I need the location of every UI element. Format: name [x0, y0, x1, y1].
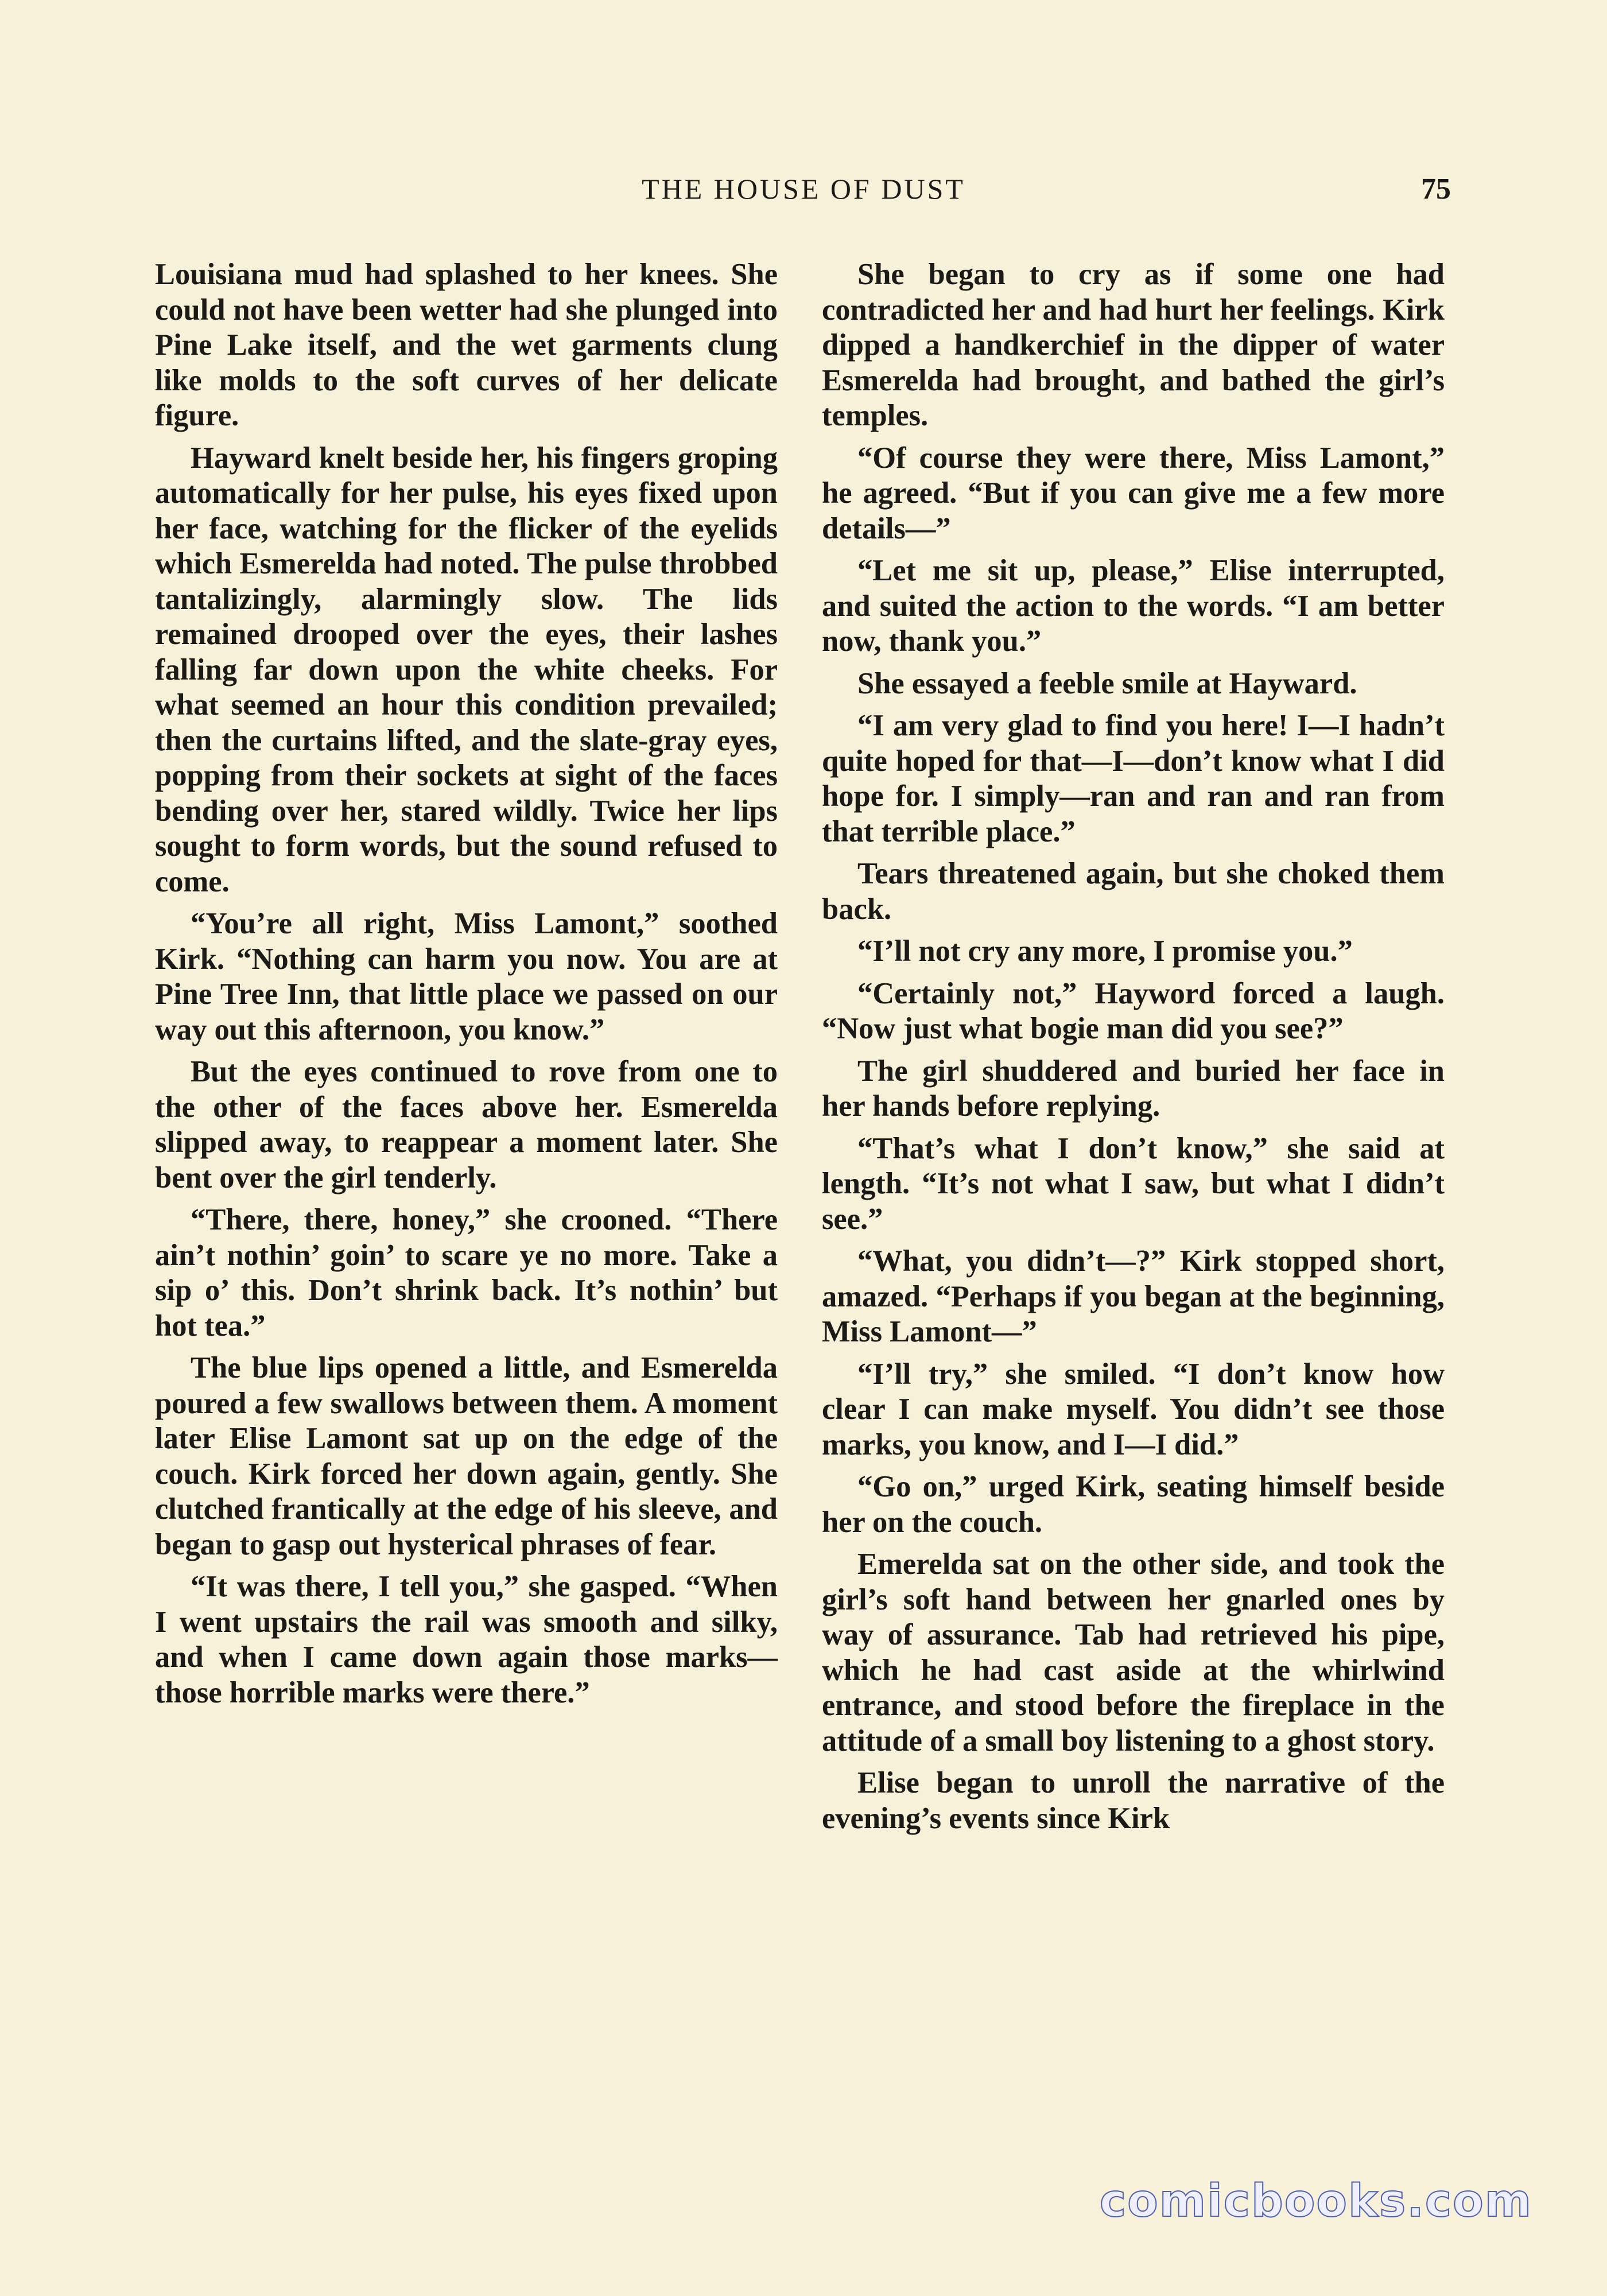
paragraph: She began to cry as if some one had contradicted her and had hurt her feelings. Kirk dipped a handkerchief in the dipper of water Esmerelda had brought, and bathed the girl’s temples.: [822, 258, 1445, 432]
paragraph: “I am very glad to find you here! I—I hadn’t quite hoped for that—I—don’t know what I did hope for. I simply—ran and ran and ran from that terrible place.”: [822, 709, 1445, 848]
paragraph: “It was there, I tell you,” she gasped. “When I went upstairs the rail was smooth and silky, and when I came down again those marks—those horrible marks were there.”: [155, 1570, 778, 1709]
paragraph: Hayward knelt beside her, his fingers groping automatically for her pulse, his eyes fixed upon her face, watching for the flicker of the eyelids which Esmerelda had noted. The pulse throbbed tantalizingly, alarmingly slow. The lids remained drooped over the eyes, their lashes falling far down upon the white cheeks. For what seemed an hour this condition prevailed; then the curtains lifted, and the slate-gray eyes, popping from their sockets at sight of the faces bending over her, stared wildly. Twice her lips sought to form words, but the sound refused to come.: [155, 441, 778, 898]
watermark-logo: comicbooks.com: [1099, 2175, 1532, 2227]
running-title: THE HOUSE OF DUST: [642, 173, 965, 205]
paragraph: She essayed a feeble smile at Hayward.: [857, 666, 1357, 700]
page-number: 75: [1421, 173, 1451, 205]
paragraph: “I’ll try,” she smiled. “I don’t know how clear I can make myself. You didn’t see those marks, you know, and I—I did.”: [822, 1357, 1445, 1461]
paragraph: But the eyes continued to rove from one to the other of the faces above her. Esmerelda slipped away, to reappear a moment later. She bent over the girl tenderly.: [155, 1055, 778, 1194]
paragraph: “You’re all right, Miss Lamont,” soothed Kirk. “Nothing can harm you now. You are at Pine Tree Inn, that little place we passed on our way out this afternoon, you know.”: [155, 907, 778, 1046]
paragraph: “Let me sit up, please,” Elise interrupted, and suited the action to the words. “I am better now, thank you.”: [822, 554, 1445, 658]
paragraph: The girl shuddered and buried her face in her hands before replying.: [822, 1054, 1445, 1123]
paragraph: “That’s what I don’t know,” she said at length. “It’s not what I saw, but what I didn’t see.”: [822, 1131, 1445, 1236]
paragraph: The blue lips opened a little, and Esmerelda poured a few swallows between them. A moment later Elise Lamont sat up on the edge of the couch. Kirk forced her down again, gently. She clutched frantically at the edge of his sleeve, and began to gasp out hysterical phrases of fear.: [155, 1351, 778, 1561]
paragraph: “Go on,” urged Kirk, seating himself beside her on the couch.: [822, 1470, 1445, 1539]
right-column: [822, 257, 1445, 1843]
page-header: [156, 172, 1451, 218]
paragraph: Emerelda sat on the other side, and took the girl’s soft hand between her gnarled ones by way of assurance. Tab had retrieved his pipe, which he had cast aside at the whirlwind entrance, and stood before the fireplace in the attitude of a small boy listening to a ghost story.: [822, 1548, 1445, 1758]
paragraph: “There, there, honey,” she crooned. “There ain’t nothin’ goin’ to scare ye no more. Take a sip o’ this. Don’t shrink back. It’s nothin’ but hot tea.”: [155, 1203, 778, 1343]
left-column: [155, 257, 778, 1717]
paragraph: Elise began to unroll the narrative of the evening’s events since Kirk: [822, 1766, 1445, 1835]
paragraph: “What, you didn’t—?” Kirk stopped short, amazed. “Perhaps if you began at the beginning, Miss Lamont—”: [822, 1244, 1445, 1348]
paragraph: “Of course they were there, Miss Lamont,” he agreed. “But if you can give me a few more details—”: [822, 441, 1445, 545]
paragraph: Louisiana mud had splashed to her knees. She could not have been wetter had she plunged into Pine Lake itself, and the wet garments clung like molds to the soft curves of her delicate figure.: [155, 258, 778, 432]
paragraph: “I’ll not cry any more, I promise you.”: [857, 934, 1353, 968]
paragraph: Tears threatened again, but she choked them back.: [822, 857, 1445, 926]
paragraph: “Certainly not,” Hayword forced a laugh. “Now just what bogie man did you see?”: [822, 976, 1445, 1045]
